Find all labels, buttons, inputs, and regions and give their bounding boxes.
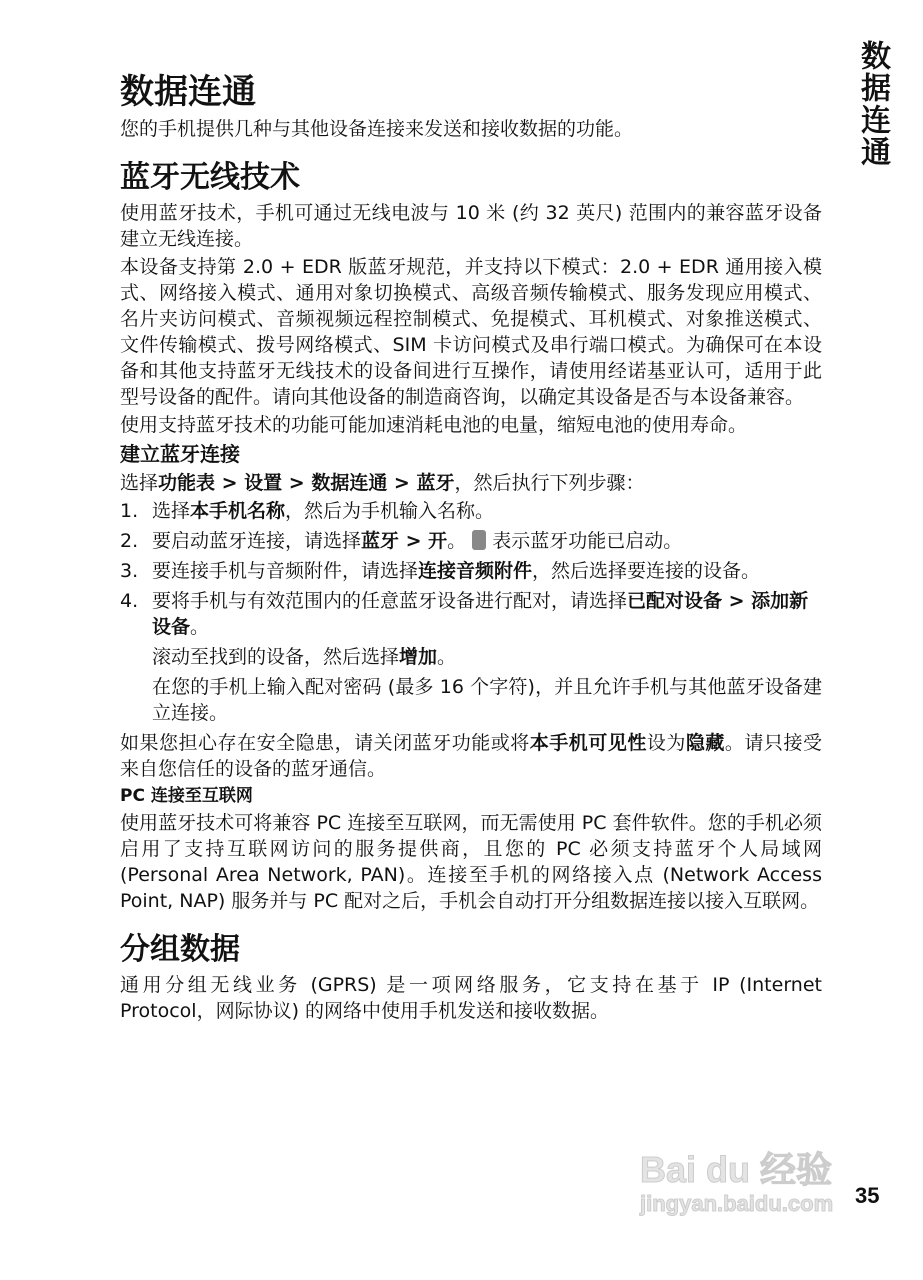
bluetooth-icon bbox=[472, 530, 486, 550]
section-side-tab: 数据连通 bbox=[855, 40, 890, 168]
setup-heading: 建立蓝牙连接 bbox=[120, 442, 240, 466]
bluetooth-heading: 蓝牙无线技术 bbox=[120, 160, 300, 195]
text: 要连接手机与音频附件，请选择 bbox=[152, 560, 419, 582]
intro-text: 您的手机提供几种与其他设备连接来发送和接收数据的功能。 bbox=[120, 118, 634, 140]
text: 滚动至找到的设备，然后选择 bbox=[152, 646, 400, 668]
gprs-heading: 分组数据 bbox=[120, 932, 240, 967]
text: ，然后为手机输入名称。 bbox=[285, 500, 495, 522]
pc-text: 使用蓝牙技术可将兼容 PC 连接至互联网，而无需使用 PC 套件软件。您的手机必须启用了支持互联网访问的服务提供商，且您的 PC 必须支持蓝牙个人局域网 (Personal Area Network, PAN)。连接至手机的网络接入点 (Network Access Point, NAP) 服务并与 PC 配对之后，手机会自动打开分组数据连接以接入互联网。 bbox=[120, 812, 822, 912]
gprs-text: 通用分组无线业务 (GPRS) 是一项网络服务，它支持在基于 IP (Internet Protocol，网际协议) 的网络中使用手机发送和接收数据。 bbox=[120, 974, 822, 1022]
text: 。 bbox=[447, 530, 467, 552]
page-content bbox=[120, 70, 822, 1026]
page-number: 35 bbox=[855, 1183, 880, 1208]
step-item bbox=[120, 588, 822, 640]
bluetooth-p2: 本设备支持第 2.0 + EDR 版蓝牙规范，并支持以下模式：2.0 + EDR 通用接入模式、网络接入模式、通用对象切换模式、高级音频传输模式、服务发现应用模式、名片夹访问模式、音频视频远程控制模式、免提模式、耳机模式、对象推送模式、文件传输模式、拨号网络模式、SIM 卡访问模式及串行端口模式。为确保可在本设备和其他支持蓝牙无线技术的设备间进行互操作，请使用经诺基亚认可，适用于此型号设备的配件。请向其他设备的制造商咨询，以确定其设备是否与本设备兼容。 bbox=[120, 256, 822, 408]
text: 。 bbox=[437, 646, 457, 668]
text: 。请只接受来自您信任的设备的蓝牙通信。 bbox=[120, 732, 822, 780]
bold-term: 增加 bbox=[399, 646, 438, 668]
text: 选择 bbox=[120, 472, 159, 494]
text: 选择 bbox=[152, 500, 191, 522]
step-number: 1. bbox=[120, 500, 139, 522]
steps-list bbox=[120, 498, 822, 640]
substep-2: 在您的手机上输入配对密码 (最多 16 个字符)，并且允许手机与其他蓝牙设备建立连接。 bbox=[152, 676, 822, 724]
step-number: 2. bbox=[120, 530, 139, 552]
substep-1 bbox=[120, 644, 822, 670]
page-title: 数据连通 bbox=[120, 72, 256, 112]
bluetooth-p1: 使用蓝牙技术，手机可通过无线电波与 10 米 (约 32 英尺) 范围内的兼容蓝牙设备建立无线连接。 bbox=[120, 202, 822, 250]
bold-term: 连接音频附件 bbox=[418, 560, 533, 582]
menu-path: 功能表 > 设置 > 数据连通 > 蓝牙 bbox=[158, 472, 455, 494]
text: 表示蓝牙功能已启动。 bbox=[492, 530, 683, 552]
bold-term: 本手机可见性 bbox=[529, 732, 647, 754]
text: ，然后选择要连接的设备。 bbox=[532, 560, 761, 582]
text: 。 bbox=[190, 616, 210, 638]
step-number: 4. bbox=[120, 590, 139, 612]
watermark-logo: Bai du 经验 bbox=[640, 1149, 833, 1190]
step-item bbox=[120, 498, 822, 524]
bold-term: 蓝牙 > 开 bbox=[361, 530, 448, 552]
bluetooth-p3: 使用支持蓝牙技术的功能可能加速消耗电池的电量，缩短电池的使用寿命。 bbox=[120, 414, 748, 436]
text: 设为 bbox=[646, 732, 686, 754]
bold-term: 隐藏 bbox=[685, 732, 725, 754]
step-item bbox=[120, 558, 822, 584]
text: 如果您担心存在安全隐患，请关闭蓝牙功能或将 bbox=[120, 732, 530, 754]
baidu-watermark bbox=[640, 1150, 845, 1218]
text: 要启动蓝牙连接，请选择 bbox=[152, 530, 362, 552]
text: 要将手机与有效范围内的任意蓝牙设备进行配对，请选择 bbox=[152, 590, 628, 612]
pc-heading: PC 连接至互联网 bbox=[120, 786, 253, 806]
text: ，然后执行下列步骤： bbox=[454, 472, 645, 494]
step-number: 3. bbox=[120, 560, 139, 582]
watermark-url: jingyan.baidu.com bbox=[640, 1191, 834, 1216]
security-note bbox=[120, 730, 822, 782]
bold-term: 本手机名称 bbox=[190, 500, 286, 522]
setup-intro bbox=[120, 470, 822, 496]
step-item bbox=[120, 528, 822, 554]
bold-term: 已配对设备 > 添加新设备 bbox=[152, 590, 809, 638]
